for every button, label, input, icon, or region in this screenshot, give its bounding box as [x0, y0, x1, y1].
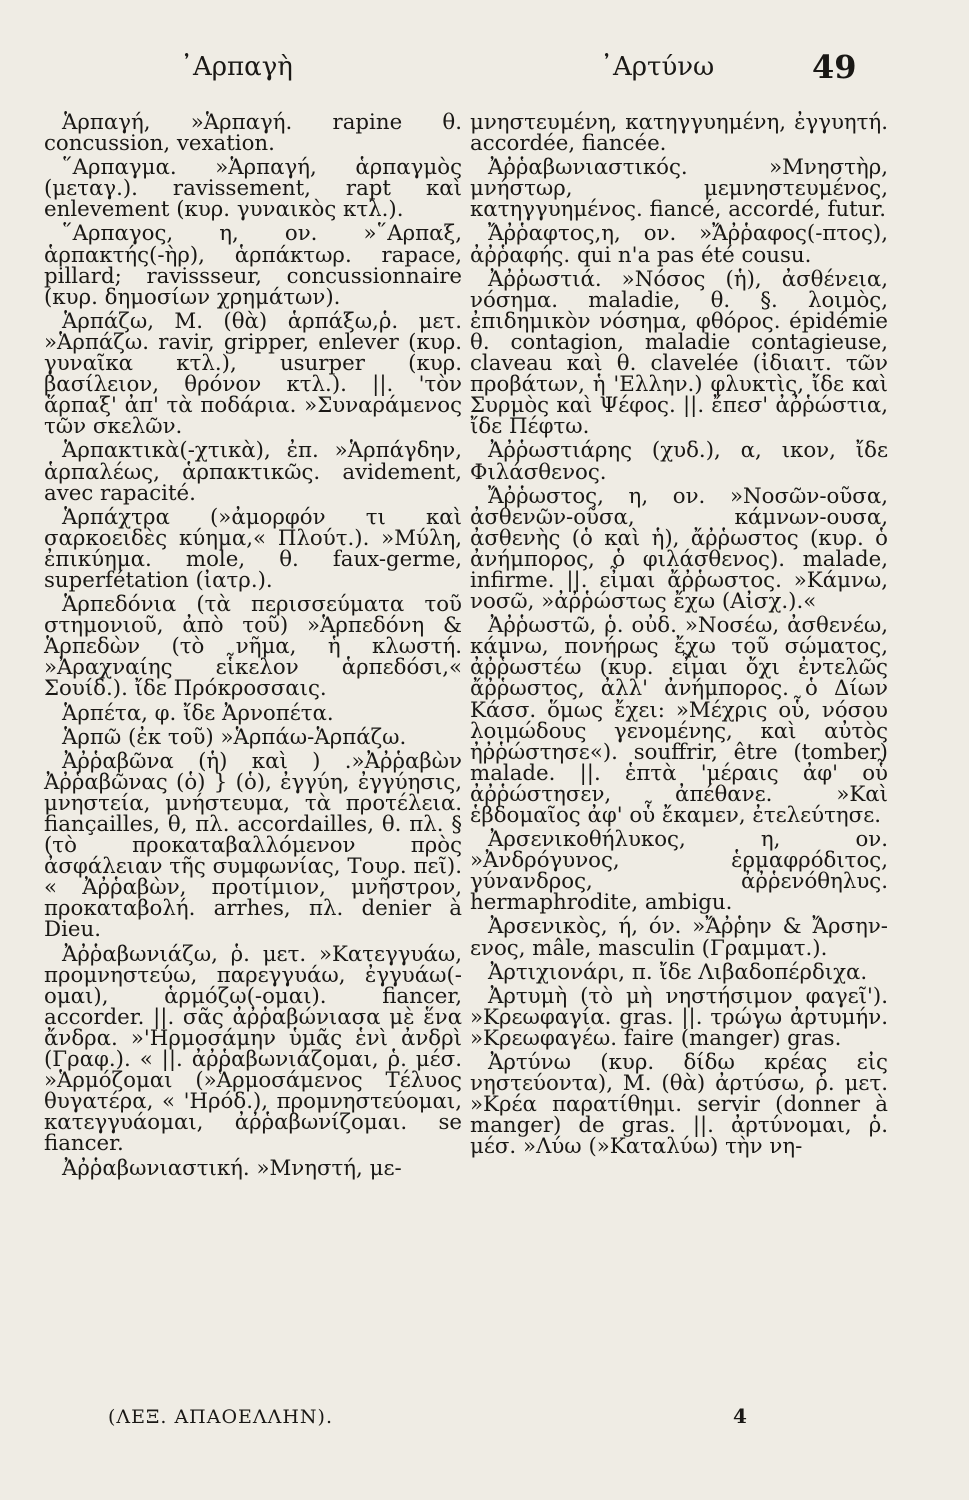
running-header — [0, 48, 969, 102]
printer-signature: (ΛΕΞ. ΑΠΑΟΕΛΛΗΝ). — [108, 1406, 333, 1428]
dictionary-entry: Ἀῤῥαβῶνα (ἡ) καὶ ) .»Ἀῤῥαβὼν Ἀῤῥαβῶνας (ὁ) } (ὁ), ἐγγύη, ἐγγύησις, μνηστεία, μνήστευμα, τὰ προτέλεια. fiançailles, θ, πλ. accordailles, θ. πλ. § (τὸ προκαταβαλλόμενον πρὸς ἀσφάλειαν τῆς συμφωνίας, Τουρ. πεῖ). « Ἀῤῥαβὼν, προτίμιον, μνῆστρον, προκαταβολή. arrhes, πλ. denier à Dieu. — [44, 748, 462, 943]
dictionary-entry: Ἄῤῥωστος, η, ον. »Νοσῶν-οῦσα, ἀσθενῶν-οῦσα, κάμνων-ουσα, ἀσθενὴς (ὁ καὶ ἡ), ἄῤῥωστος (κυρ. ὁ ἀνήμπορος, ὁ φιλάσθενος). malade, infirme. ||. εἶμαι ἄῤῥωστος. »Κάμνω, νοσῶ, »ἀῤῥώστως ἔχω (Αἰσχ.).« — [470, 483, 888, 615]
dictionary-entry: Ἀῤῥαβωνιαστικός. »Μνηστὴρ, μνήστωρ, μεμνηστευμένος, κατηγγυημένος. fiancé, accordé, futur. — [470, 155, 888, 223]
right-guide-word: ᾿Αρτύνω — [600, 52, 715, 82]
dictionary-entry: Ἁρπεδόνια (τὰ περισσεύματα τοῦ στημονιοῦ, ἀπὸ τοῦ) »Ἁρπεδόνη & Ἁρπεδὼν (τὸ νῆμα, ἡ κλωστή. »Ἀραχναίης εἷκελον ἁρπεδόσι,« Σουίδ.). ἴδε Πρόκροσσαις. — [44, 592, 462, 702]
dictionary-entry: Ἀῤῥωστιά. »Νόσος (ἡ), ἀσθένεια, νόσημα. maladie, θ. §. λοιμὸς, ἐπιδημικὸν νόσημα, φθόρος. épidémie θ. contagion, maladie contagieuse, claveau καὶ θ. clavelée (ἰδιαιτ. τῶν προβάτων, ἡ 'Ελλην.) φλυκτὶς, ἴδε καὶ Συρμὸς καὶ Ψέφος. ||. ἔπεσ' ἀῤῥώστια, ἴδε Πέφτω. — [470, 266, 888, 440]
dictionary-entry: Ἁρπαγή, »Ἁρπαγή. rapine θ. concussion, vexation. — [44, 110, 462, 157]
dictionary-entry: ῞Αρπαγμα. »Ἁρπαγή, ἁρπαγμὸς (μεταγ.). ravissement, rapt καὶ enlevement (κυρ. γυναικὸς κτλ.). — [44, 155, 462, 223]
dictionary-entry: Ἁρπέτα, φ. ἴδε Ἀρνοπέτα. — [62, 700, 334, 726]
page-footer — [0, 1406, 969, 1446]
dictionary-entry: Ἁρπάχτρα (»ἀμορφόν τι καὶ σαρκοειδὲς κύημα,« Πλούτ.). »Μύλη, ἐπικύημα. mole, θ. faux-germe, superfétation (ἰατρ.). — [44, 504, 462, 593]
dictionary-entry: Ἀῤῥωστῶ, ῥ. οὐδ. »Νοσέω, ἀσθενέω, κάμνω, πονήρως ἔχω τοῦ σώματος, ἀῤῥωστέω (κυρ. εἶμαι ὄχι ἐντελῶς ἄῤῥωστος, ἀλλ' ἀνήμπορος. ὁ Δίων Κάσσ. ὅμως ἔχει: »Μέχρις οὗ, νόσου λοιμώδους γενομένης, καὶ αὐτὸς ἠῤῥώστησε«). souffrir, être (tomber) malade. ||. ἑπτὰ 'μέραις ἀφ' οὗ ἀῤῥώστησεν, ἀπέθανε. »Καὶ ἑβδομαῖος ἀφ' οὗ ἔκαμεν, ἐτελεύτησε. — [470, 613, 888, 828]
left-column — [44, 112, 462, 1182]
right-column — [470, 112, 888, 1161]
dictionary-entry: Ἀῤῥωστιάρης (χυδ.), α, ικον, ἴδε Φιλάσθενος. — [470, 438, 888, 485]
sheet-number: 4 — [733, 1404, 747, 1428]
left-guide-word: ᾿Αρπαγὴ — [180, 52, 293, 82]
dictionary-entry: Ἁρπακτικὰ(-χτικὰ), ἐπ. »Ἁρπάγδην, ἁρπαλέως, ἁρπακτικῶς. avidement, avec rapacité. — [44, 438, 462, 506]
dictionary-entry: Ἀῤῥαβωνιάζω, ῥ. μετ. »Κατεγγυάω, προμνηστεύω, παρεγγυάω, ἐγγυάω(-ομαι), ἁρμόζω(-ομαι). fiancer, accorder. ||. σᾶς ἀῤῥαβώνιασα μὲ ἕνα ἄνδρα. »'Ηρμοσάμην ὑμᾶς ἑνὶ ἀνδρὶ (Γραφ.). « ||. ἀῤῥαβωνιάζομαι, ῥ. μέσ. »Ἁρμόζομαι (»Ἁρμοσάμενος Τέλυος θυγατέρα, « 'Ηρόδ.), προμνηστεύομαι, κατεγγυάομαι, ἀῤῥαβωνίζομαι. se fiancer. — [44, 941, 462, 1157]
dictionary-entry: Ἁρπῶ (ἐκ τοῦ) »Ἁρπάω-Ἁρπάζω. — [62, 724, 407, 750]
dictionary-entry: μνηστευμένη, κατηγγυημένη, ἐγγυητή. accordée, fiancée. — [470, 110, 888, 157]
dictionary-entry: Ἀρσενικὸς, ή, όν. »Ἄῤῥην & Ἄρσην-ενος, mâle, masculin (Γραμματ.). — [470, 914, 888, 961]
dictionary-entry: Ἁρπάζω, Μ. (θὰ) ἁρπάξω,ῥ. μετ. »Ἁρπάζω. ravir, gripper, enlever (κυρ. γυναῖκα κτλ.), usurper (κυρ. βασίλειον, θρόνον κτλ.). ||. 'τὸν ἅρπαξ' ἀπ' τὰ ποδάρια. »Συναράμενος τῶν σκελῶν. — [44, 308, 462, 440]
dictionary-entry: ῞Αρπαγος, η, ον. »῞Αρπαξ, ἁρπακτής(-ὴρ), ἁρπάκτωρ. rapace, pillard; ravissseur, concussionnaire (κυρ. δημοσίων χρημάτων). — [44, 221, 462, 310]
dictionary-entry: Ἀῤῥαβωνιαστική. »Μνηστή, με- — [62, 1155, 402, 1181]
dictionary-entry: Ἀρτυμὴ (τὸ μὴ νηστήσιμον φαγεῖ'). »Κρεωφαγία. gras. ||. τρώγω ἀρτυμήν. »Κρεωφαγέω. faire (manger) gras. — [470, 983, 888, 1051]
dictionary-entry: Ἀρτύνω (κυρ. δίδω κρέας εἰς νηστεύοντα), Μ. (θὰ) ἀρτύσω, ῥ. μετ. »Κρέα παρατίθημι. servir (donner à manger) de gras. ||. ἀρτύνομαι, ῥ. μέσ. »Λύω (»Καταλύω) τὴν νη- — [470, 1050, 888, 1160]
page-number: 49 — [812, 48, 857, 86]
dictionary-entry: Ἄῤῥαφτος,η, ον. »Ἄῤῥαφος(-πτος), ἀῤῥαφής. qui n'a pas été cousu. — [470, 221, 888, 268]
dictionary-entry: Ἀρτιχιονάρι, π. ἴδε Λιβαδοπέρδιχα. — [488, 959, 868, 985]
dictionary-entry: Ἀρσενικοθήλυκος, η, ον. »Ἀνδρόγυνος, ἑρμαφρόδιτος, γύνανδρος, ἀῤῥενόθηλυς. hermaphrodite, ambigu. — [470, 827, 888, 916]
